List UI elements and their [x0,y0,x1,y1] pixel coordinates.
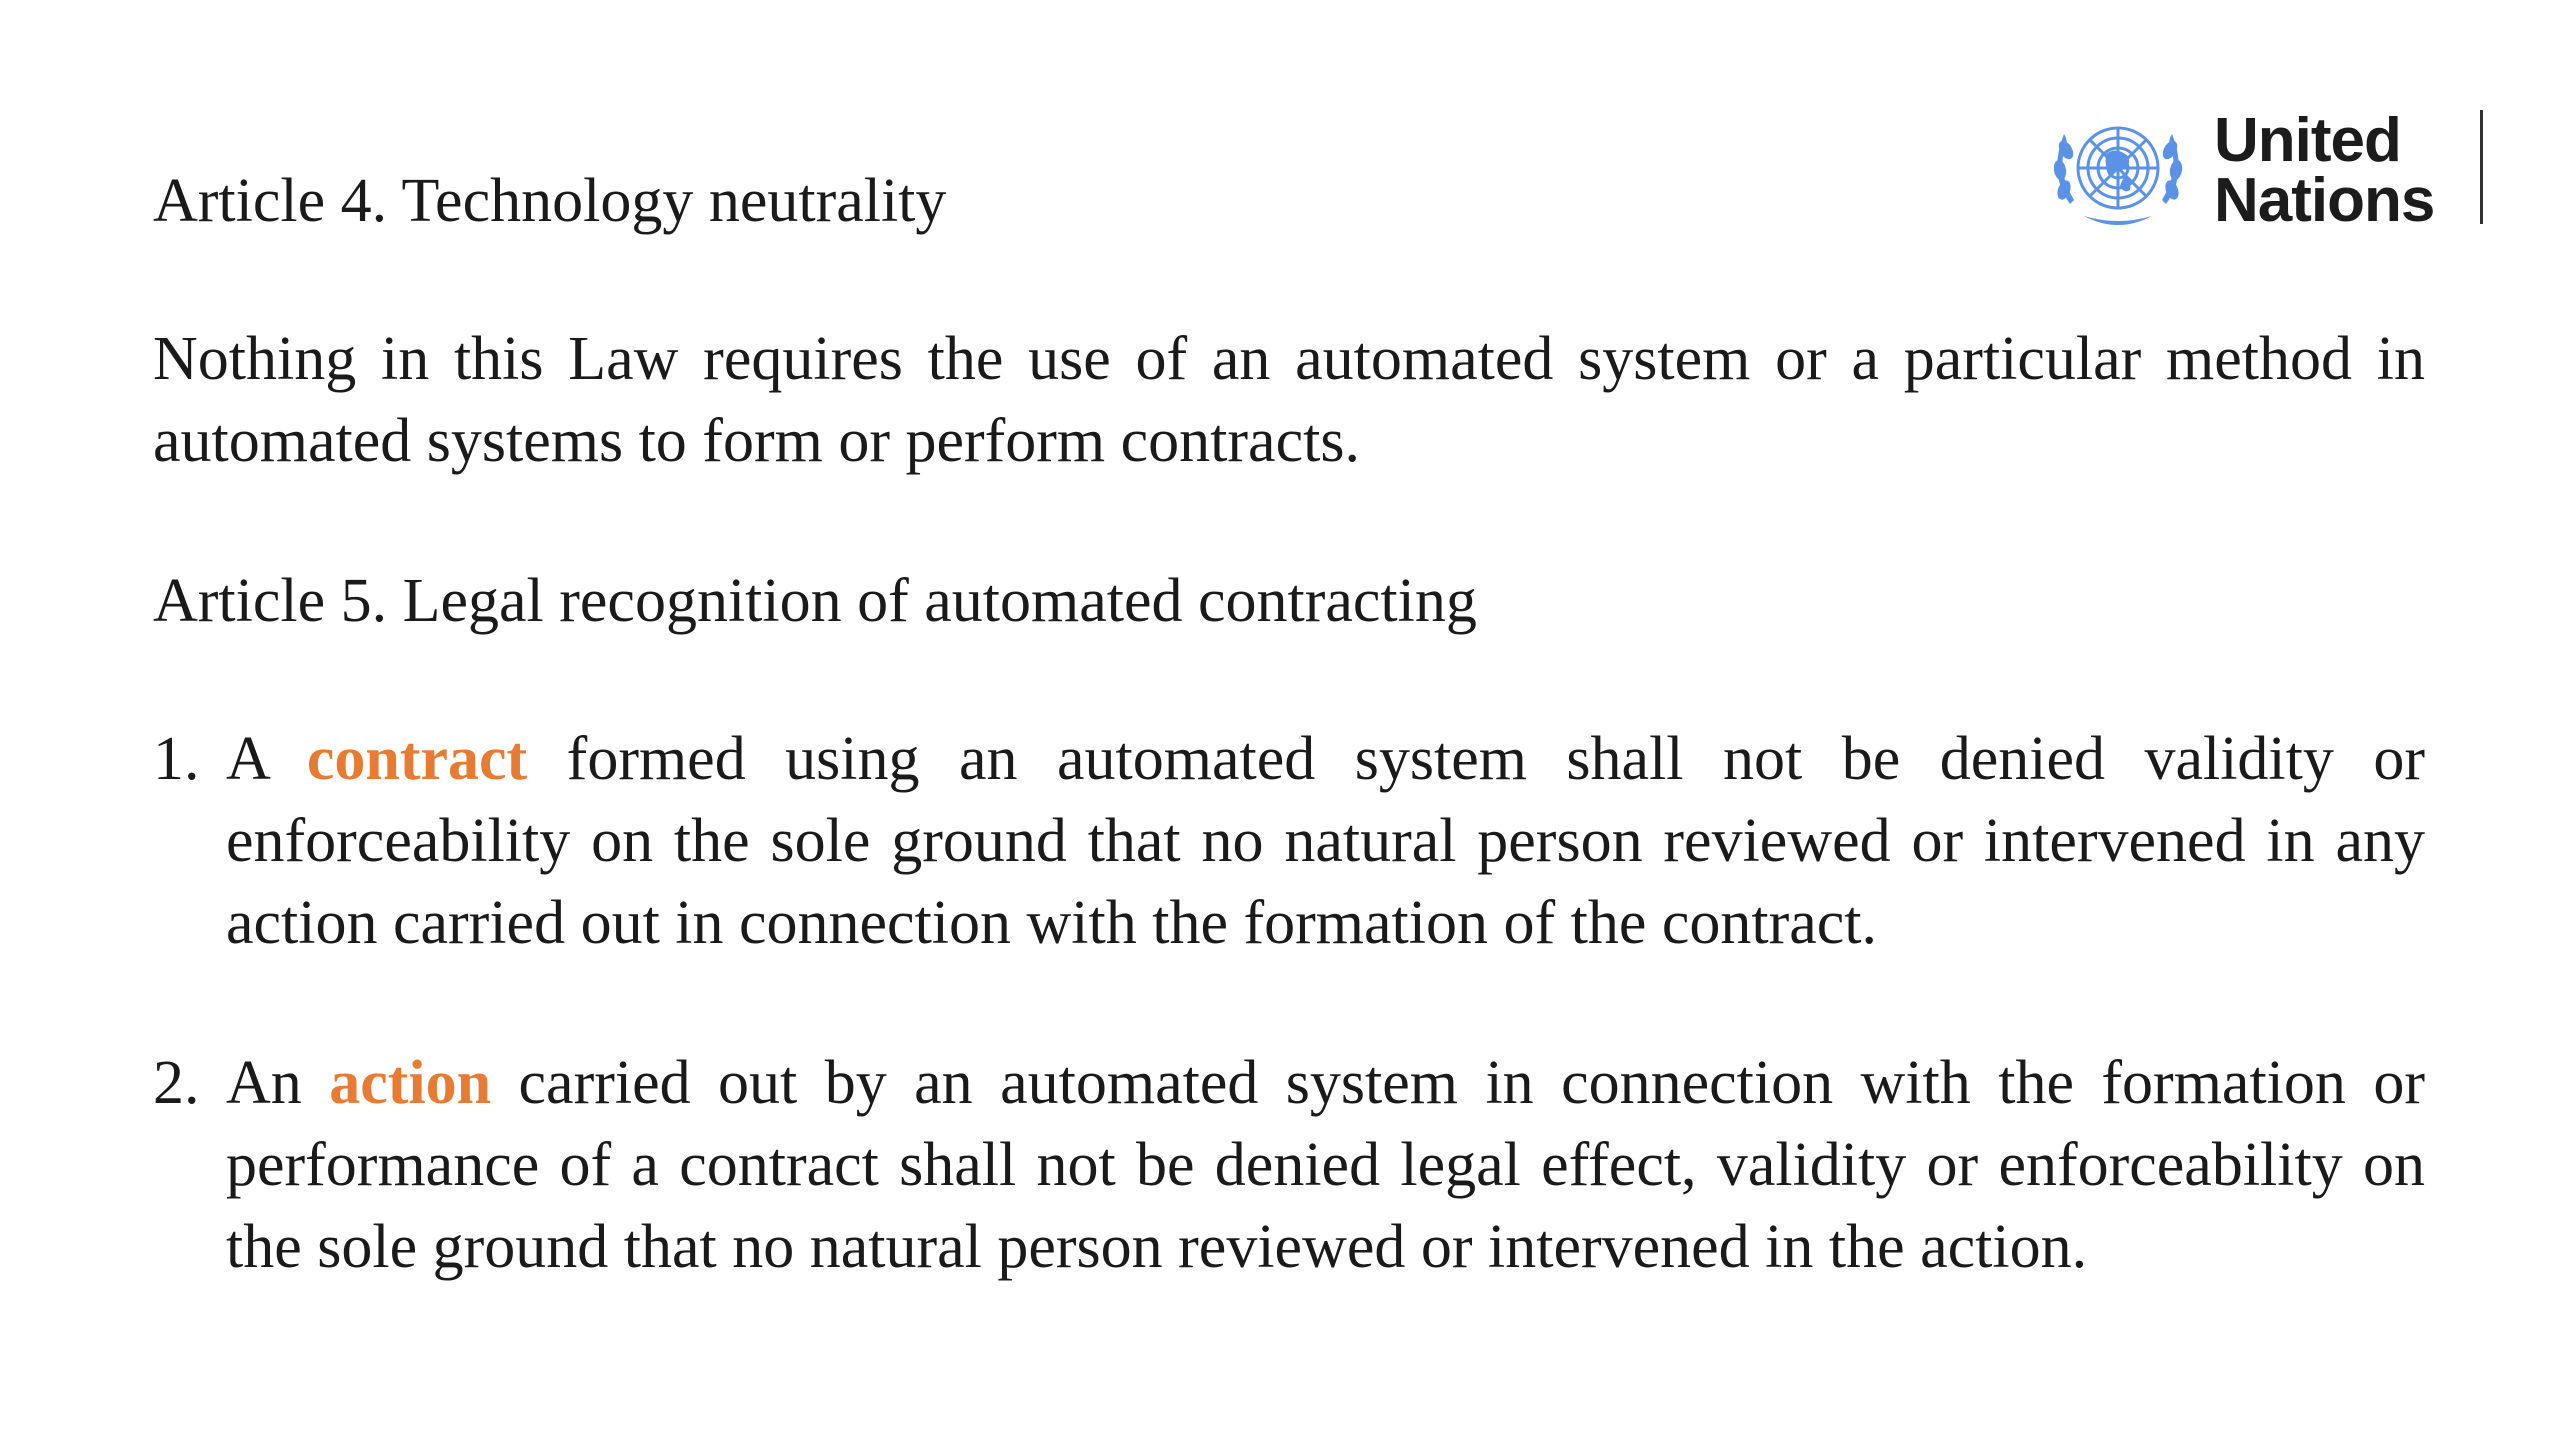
item-text-before: A [226,725,307,793]
article-4-body: Nothing in this Law requires the use of an automated system or a particular method in automated systems to form or perform contracts. [153,325,2425,475]
highlight-term-action: action [329,1049,492,1117]
article-5-item-1 [153,718,2425,964]
logo-divider [2480,110,2483,224]
item-text-after: carried out by an automated system in connection with the formation or performance of a contract shall not be denied legal effect, validity or enforceability on the sole ground that no natural person reviewed or intervened in the action. [226,1049,2425,1281]
highlight-term-contract: contract [306,725,528,793]
item-number: 2. [153,1049,200,1117]
slide-content [153,160,2425,1366]
article-4-heading: Article 4. Technology neutrality [153,167,947,235]
item-text-after: formed using an automated system shall not be denied validity or enforceability on the sole ground that no natural person reviewed or intervened in any action carried out in connection with the formation of the contract. [226,725,2425,957]
item-number: 1. [153,725,200,793]
article-5-heading: Article 5. Legal recognition of automated contracting [153,567,1477,635]
logo-line-nations: Nations [2214,166,2435,235]
article-5-list [153,718,2425,1288]
item-text-before: An [226,1049,330,1117]
article-5-item-2 [153,1042,2425,1288]
logo-line-united: United [2214,106,2401,175]
